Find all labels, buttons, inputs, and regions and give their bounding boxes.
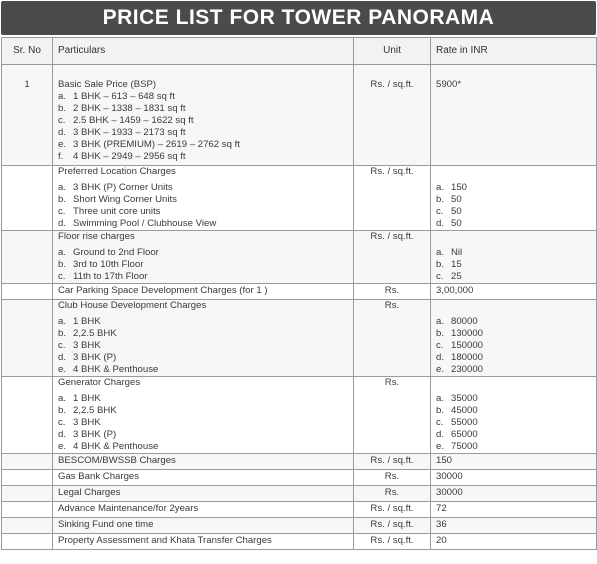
sr-no-cell (2, 486, 53, 502)
rate-sub-item (436, 328, 591, 340)
rate-sub-letter: a. (436, 247, 445, 258)
sub-item-text: 3 BHK (P) (73, 352, 117, 363)
rate-sub-item (436, 247, 591, 259)
sub-item-letter: b. (58, 328, 67, 339)
particulars-sub-item (58, 393, 348, 405)
particulars-heading: Preferred Location Charges (58, 166, 176, 177)
sub-item-letter: b. (58, 194, 67, 205)
rate-sub-value: 65000 (451, 429, 478, 440)
particulars-cell (53, 470, 354, 486)
rate-sub-letter: b. (436, 259, 445, 270)
sr-no-cell (2, 470, 53, 486)
sub-item-text: 1 BHK (73, 316, 101, 327)
rate-sub-value: 230000 (451, 364, 484, 375)
sub-item-text: 4 BHK – 2949 – 2956 sq ft (73, 151, 186, 162)
rate-sub-letter: c. (436, 206, 444, 217)
particulars-heading: Floor rise charges (58, 231, 135, 242)
sr-no-cell (2, 377, 53, 454)
unit-cell: Rs. (354, 486, 431, 502)
rate-sub-letter: a. (436, 393, 445, 404)
rate-sub-item (436, 218, 591, 230)
rate-value: 150 (436, 455, 453, 466)
particulars-sub-item (58, 352, 348, 364)
rate-cell (431, 284, 597, 300)
rate-sub-value: 55000 (451, 417, 478, 428)
rate-cell (431, 377, 597, 454)
table-row (2, 377, 597, 454)
rate-sub-value: 25 (451, 271, 462, 282)
sub-item-text: 3 BHK (PREMIUM) – 2619 – 2762 sq ft (73, 139, 240, 150)
header-sr-no: Sr. No (2, 38, 53, 65)
unit-cell: Rs. / sq.ft. (354, 502, 431, 518)
rate-sub-value: 15 (451, 259, 462, 270)
sub-item-text: 4 BHK & Penthouse (73, 441, 159, 452)
particulars-sub-item (58, 139, 348, 151)
rate-sub-value: 35000 (451, 393, 478, 404)
particulars-heading: Generator Charges (58, 377, 141, 388)
rate-sub-letter: c. (436, 340, 444, 351)
rate-cell (431, 534, 597, 550)
unit-cell: Rs. (354, 470, 431, 486)
unit-cell: Rs. / sq.ft. (354, 231, 431, 284)
table-row (2, 486, 597, 502)
sub-item-text: 11th to 17th Floor (73, 271, 148, 282)
particulars-heading: Property Assessment and Khata Transfer Charges (58, 535, 272, 546)
rate-sub-item (436, 352, 591, 364)
particulars-cell (53, 502, 354, 518)
unit-cell: Rs. / sq.ft. (354, 166, 431, 231)
table-row (2, 470, 597, 486)
particulars-heading: Car Parking Space Development Charges (for 1 ) (58, 285, 268, 296)
rate-sub-item (436, 182, 591, 194)
table-row (2, 65, 597, 166)
rate-sub-letter: d. (436, 218, 445, 229)
rate-value: 20 (436, 535, 447, 546)
particulars-cell (53, 300, 354, 377)
sub-item-text: 2,2.5 BHK (73, 405, 117, 416)
particulars-sub-item (58, 340, 348, 352)
particulars-cell (53, 166, 354, 231)
rate-sub-letter: a. (436, 316, 445, 327)
particulars-sub-item (58, 182, 348, 194)
rate-sub-letter: c. (436, 271, 444, 282)
sub-item-letter: c. (58, 417, 66, 428)
sub-item-text: Three unit core units (73, 206, 161, 217)
sr-no-cell (2, 231, 53, 284)
sub-item-letter: a. (58, 316, 67, 327)
sub-item-letter: c. (58, 271, 66, 282)
particulars-sub-item (58, 151, 348, 163)
particulars-sub-item (58, 206, 348, 218)
sub-item-letter: d. (58, 127, 67, 138)
table-row (2, 284, 597, 300)
rate-cell (431, 166, 597, 231)
rate-sub-value: 180000 (451, 352, 484, 363)
sr-no-cell (2, 502, 53, 518)
rate-sub-item (436, 429, 591, 441)
rate-value: 3,00,000 (436, 285, 474, 296)
particulars-sub-item (58, 316, 348, 328)
page-title: PRICE LIST FOR TOWER PANORAMA (102, 6, 495, 29)
rate-cell (431, 518, 597, 534)
sub-item-letter: a. (58, 393, 67, 404)
sub-item-letter: d. (58, 352, 67, 363)
header-rate: Rate in INR (431, 38, 597, 65)
unit-cell: Rs. (354, 300, 431, 377)
rate-cell (431, 231, 597, 284)
sub-item-text: 2 BHK – 1338 – 1831 sq ft (73, 103, 186, 114)
header-particulars: Particulars (53, 38, 354, 65)
sub-item-text: Short Wing Corner Units (73, 194, 177, 205)
rate-sub-item (436, 259, 591, 271)
table-row (2, 454, 597, 470)
sub-item-text: 2.5 BHK – 1459 – 1622 sq ft (73, 115, 194, 126)
unit-cell: Rs. (354, 284, 431, 300)
particulars-sub-item (58, 127, 348, 139)
header-row (2, 38, 597, 65)
table-row (2, 502, 597, 518)
sr-no-cell (2, 300, 53, 377)
sr-no-cell: 1 (2, 65, 53, 166)
rate-value: 30000 (436, 471, 463, 482)
rate-sub-item (436, 441, 591, 453)
rate-sub-item (436, 206, 591, 218)
rate-sub-item (436, 417, 591, 429)
rate-sub-value: 150000 (451, 340, 484, 351)
sub-item-letter: b. (58, 103, 67, 114)
sub-item-letter: a. (58, 182, 67, 193)
rate-sub-value: 50 (451, 194, 462, 205)
rate-sub-letter: d. (436, 352, 445, 363)
particulars-cell (53, 534, 354, 550)
rate-sub-value: Nil (451, 247, 463, 258)
rate-sub-value: 80000 (451, 316, 478, 327)
sub-item-letter: b. (58, 259, 67, 270)
rate-sub-letter: a. (436, 182, 445, 193)
particulars-cell (53, 284, 354, 300)
header-unit: Unit (354, 38, 431, 65)
rate-sub-letter: b. (436, 194, 445, 205)
particulars-sub-item (58, 328, 348, 340)
rate-sub-item (436, 393, 591, 405)
sub-item-text: 4 BHK & Penthouse (73, 364, 159, 375)
sr-no-cell (2, 284, 53, 300)
rate-sub-value: 75000 (451, 441, 478, 452)
particulars-heading: Club House Development Charges (58, 300, 207, 311)
particulars-sub-item (58, 429, 348, 441)
rate-sub-letter: d. (436, 429, 445, 440)
particulars-sub-item (58, 364, 348, 376)
title-banner (1, 1, 596, 35)
rate-value: 5900* (436, 79, 462, 90)
sub-item-letter: f. (58, 151, 64, 162)
rate-sub-item (436, 405, 591, 417)
particulars-sub-item (58, 91, 348, 103)
rate-value: 36 (436, 519, 447, 530)
particulars-sub-item (58, 194, 348, 206)
sub-item-text: 1 BHK (73, 393, 101, 404)
sub-item-letter: a. (58, 247, 67, 258)
rate-sub-letter: e. (436, 441, 445, 452)
rate-sub-value: 130000 (451, 328, 484, 339)
sub-item-letter: e. (58, 364, 67, 375)
rate-sub-letter: e. (436, 364, 445, 375)
sub-item-letter: e. (58, 139, 67, 150)
sub-item-text: 3rd to 10th Floor (73, 259, 144, 270)
sub-item-letter: e. (58, 441, 67, 452)
table-row (2, 518, 597, 534)
rate-sub-item (436, 364, 591, 376)
sub-item-letter: b. (58, 405, 67, 416)
rate-value: 72 (436, 503, 447, 514)
rate-sub-value: 50 (451, 218, 462, 229)
particulars-cell (53, 454, 354, 470)
price-table (1, 37, 597, 550)
price-table-body (2, 65, 597, 550)
particulars-sub-item (58, 271, 348, 283)
sub-item-text: 3 BHK (73, 417, 101, 428)
particulars-sub-item (58, 405, 348, 417)
particulars-heading: Advance Maintenance/for 2years (58, 503, 199, 514)
unit-cell: Rs. / sq.ft. (354, 454, 431, 470)
unit-cell: Rs. / sq.ft. (354, 518, 431, 534)
particulars-heading: Basic Sale Price (BSP) (58, 79, 157, 90)
rate-cell (431, 502, 597, 518)
sub-item-letter: a. (58, 91, 67, 102)
table-row (2, 166, 597, 231)
sr-no-cell (2, 166, 53, 231)
particulars-heading: BESCOM/BWSSB Charges (58, 455, 176, 466)
particulars-sub-item (58, 218, 348, 230)
particulars-heading: Legal Charges (58, 487, 121, 498)
particulars-cell (53, 231, 354, 284)
sub-item-letter: d. (58, 429, 67, 440)
sub-item-text: Swimming Pool / Clubhouse View (73, 218, 217, 229)
sub-item-text: 3 BHK – 1933 – 2173 sq ft (73, 127, 186, 138)
sub-item-text: Ground to 2nd Floor (73, 247, 159, 258)
rate-sub-item (436, 271, 591, 283)
rate-cell (431, 65, 597, 166)
unit-cell: Rs. (354, 377, 431, 454)
particulars-cell (53, 518, 354, 534)
sub-item-letter: d. (58, 218, 67, 229)
particulars-sub-item (58, 441, 348, 453)
rate-cell (431, 470, 597, 486)
particulars-sub-item (58, 103, 348, 115)
particulars-heading: Gas Bank Charges (58, 471, 140, 482)
rate-cell (431, 300, 597, 377)
sub-item-text: 3 BHK (P) (73, 429, 117, 440)
table-row (2, 231, 597, 284)
sub-item-text: 3 BHK (73, 340, 101, 351)
particulars-sub-item (58, 115, 348, 127)
particulars-cell (53, 377, 354, 454)
particulars-sub-item (58, 247, 348, 259)
sub-item-letter: c. (58, 206, 66, 217)
sr-no-cell (2, 534, 53, 550)
rate-sub-item (436, 194, 591, 206)
particulars-cell (53, 65, 354, 166)
particulars-sub-item (58, 417, 348, 429)
rate-sub-item (436, 316, 591, 328)
table-row (2, 534, 597, 550)
table-row (2, 300, 597, 377)
rate-sub-value: 45000 (451, 405, 478, 416)
rate-sub-letter: b. (436, 405, 445, 416)
rate-value: 30000 (436, 487, 463, 498)
sub-item-letter: c. (58, 115, 66, 126)
sub-item-text: 1 BHK – 613 – 648 sq ft (73, 91, 175, 102)
rate-sub-letter: b. (436, 328, 445, 339)
sub-item-text: 2,2.5 BHK (73, 328, 117, 339)
particulars-sub-item (58, 259, 348, 271)
sr-no-cell (2, 454, 53, 470)
sub-item-letter: c. (58, 340, 66, 351)
rate-cell (431, 486, 597, 502)
unit-cell: Rs. / sq.ft. (354, 65, 431, 166)
sub-item-text: 3 BHK (P) Corner Units (73, 182, 173, 193)
sr-no-cell (2, 518, 53, 534)
rate-cell (431, 454, 597, 470)
unit-cell: Rs. / sq.ft. (354, 534, 431, 550)
rate-sub-letter: c. (436, 417, 444, 428)
particulars-cell (53, 486, 354, 502)
rate-sub-value: 50 (451, 206, 462, 217)
rate-sub-value: 150 (451, 182, 468, 193)
particulars-heading: Sinking Fund one time (58, 519, 154, 530)
rate-sub-item (436, 340, 591, 352)
